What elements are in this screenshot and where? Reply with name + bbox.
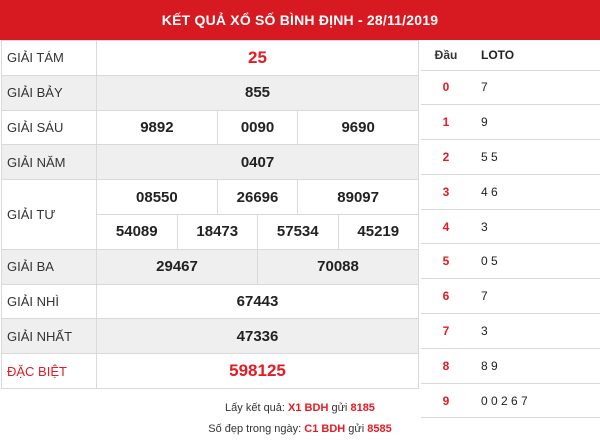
loto-values: 3: [471, 314, 600, 349]
prize-value-g8: 25: [97, 41, 419, 76]
sms-number: 8585: [367, 423, 392, 435]
prize-value-g4-6: 57534: [258, 214, 339, 249]
loto-dau: 5: [421, 244, 471, 279]
prize-row-g3: [2, 249, 419, 284]
prize-label-g7: GIẢI BẢY: [2, 75, 97, 110]
loto-dau: 4: [421, 209, 471, 244]
loto-values: 7: [471, 70, 600, 105]
prize-row-g7: [2, 75, 419, 110]
sms-footer: [0, 396, 600, 445]
prize-label-db: ĐẶC BIỆT: [2, 354, 97, 389]
page-title: KẾT QUẢ XỔ SỐ BÌNH ĐỊNH - 28/11/2019: [0, 0, 600, 40]
sms-prefix: Lấy kết quả:: [225, 402, 285, 414]
prize-row-g5: [2, 145, 419, 180]
loto-values: 0 0 2 6 7: [471, 383, 600, 418]
prize-label-g4: GIẢI TƯ: [2, 180, 97, 250]
prize-value-db: 598125: [97, 354, 419, 389]
sms-code: X1 BDH: [288, 402, 329, 414]
prize-label-g1: GIẢI NHẤT: [2, 319, 97, 354]
loto-dau: 8: [421, 348, 471, 383]
loto-row: [421, 209, 600, 244]
loto-dau: 6: [421, 279, 471, 314]
prize-label-g2: GIẢI NHÌ: [2, 284, 97, 319]
prize-row-g2: [2, 284, 419, 319]
loto-values: 4 6: [471, 174, 600, 209]
prize-value-g4-2: 26696: [217, 180, 298, 215]
prize-value-g4-7: 45219: [338, 214, 419, 249]
prize-value-g4-1: 08550: [97, 180, 218, 215]
prize-value-g1: 47336: [97, 319, 419, 354]
prize-label-g6: GIẢI SÁU: [2, 110, 97, 145]
prize-value-g3-2: 70088: [258, 249, 419, 284]
loto-row: [421, 244, 600, 279]
loto-dau: 7: [421, 314, 471, 349]
loto-values: 0 5: [471, 244, 600, 279]
loto-row: [421, 70, 600, 105]
prize-value-g3-1: 29467: [97, 249, 258, 284]
loto-dau: 0: [421, 70, 471, 105]
loto-row: [421, 279, 600, 314]
loto-dau: 9: [421, 383, 471, 418]
loto-row: [421, 140, 600, 175]
prize-value-g4-5: 18473: [177, 214, 258, 249]
loto-row: [421, 348, 600, 383]
sms-number: 8185: [350, 402, 375, 414]
loto-dau: 2: [421, 140, 471, 175]
prize-row-g8: [2, 41, 419, 76]
prize-value-g7: 855: [97, 75, 419, 110]
results-table: [1, 40, 419, 389]
prize-label-g5: GIẢI NĂM: [2, 145, 97, 180]
sms-line-1: [0, 399, 600, 417]
sms-line-2: [0, 420, 600, 438]
prize-value-g6-1: 9892: [97, 110, 218, 145]
loto-header: [421, 40, 600, 70]
loto-values: 7: [471, 279, 600, 314]
loto-row: [421, 105, 600, 140]
loto-values: 5 5: [471, 140, 600, 175]
prize-row-g4-a: [2, 180, 419, 215]
prize-row-g6: [2, 110, 419, 145]
loto-values: 8 9: [471, 348, 600, 383]
prize-row-g1: [2, 319, 419, 354]
sms-mid: gửi: [331, 402, 348, 414]
prize-row-db: [2, 354, 419, 389]
prize-value-g6-2: 0090: [217, 110, 298, 145]
loto-values: 9: [471, 105, 600, 140]
loto-row: [421, 314, 600, 349]
prize-label-g8: GIẢI TÁM: [2, 41, 97, 76]
loto-row: [421, 174, 600, 209]
prize-value-g6-3: 9690: [298, 110, 419, 145]
prize-value-g2: 67443: [97, 284, 419, 319]
prize-value-g4-4: 54089: [97, 214, 178, 249]
prize-value-g4-3: 89097: [298, 180, 419, 215]
loto-table: [421, 40, 600, 418]
sms-mid: gửi: [348, 423, 365, 435]
loto-head-label: Đầu: [421, 40, 471, 70]
loto-col-label: LOTO: [471, 40, 600, 70]
prize-label-g3: GIẢI BA: [2, 249, 97, 284]
loto-values: 3: [471, 209, 600, 244]
loto-dau: 3: [421, 174, 471, 209]
prize-value-g5: 0407: [97, 145, 419, 180]
sms-code: C1 BDH: [304, 423, 346, 435]
sms-prefix: Số đẹp trong ngày:: [208, 423, 302, 435]
loto-dau: 1: [421, 105, 471, 140]
